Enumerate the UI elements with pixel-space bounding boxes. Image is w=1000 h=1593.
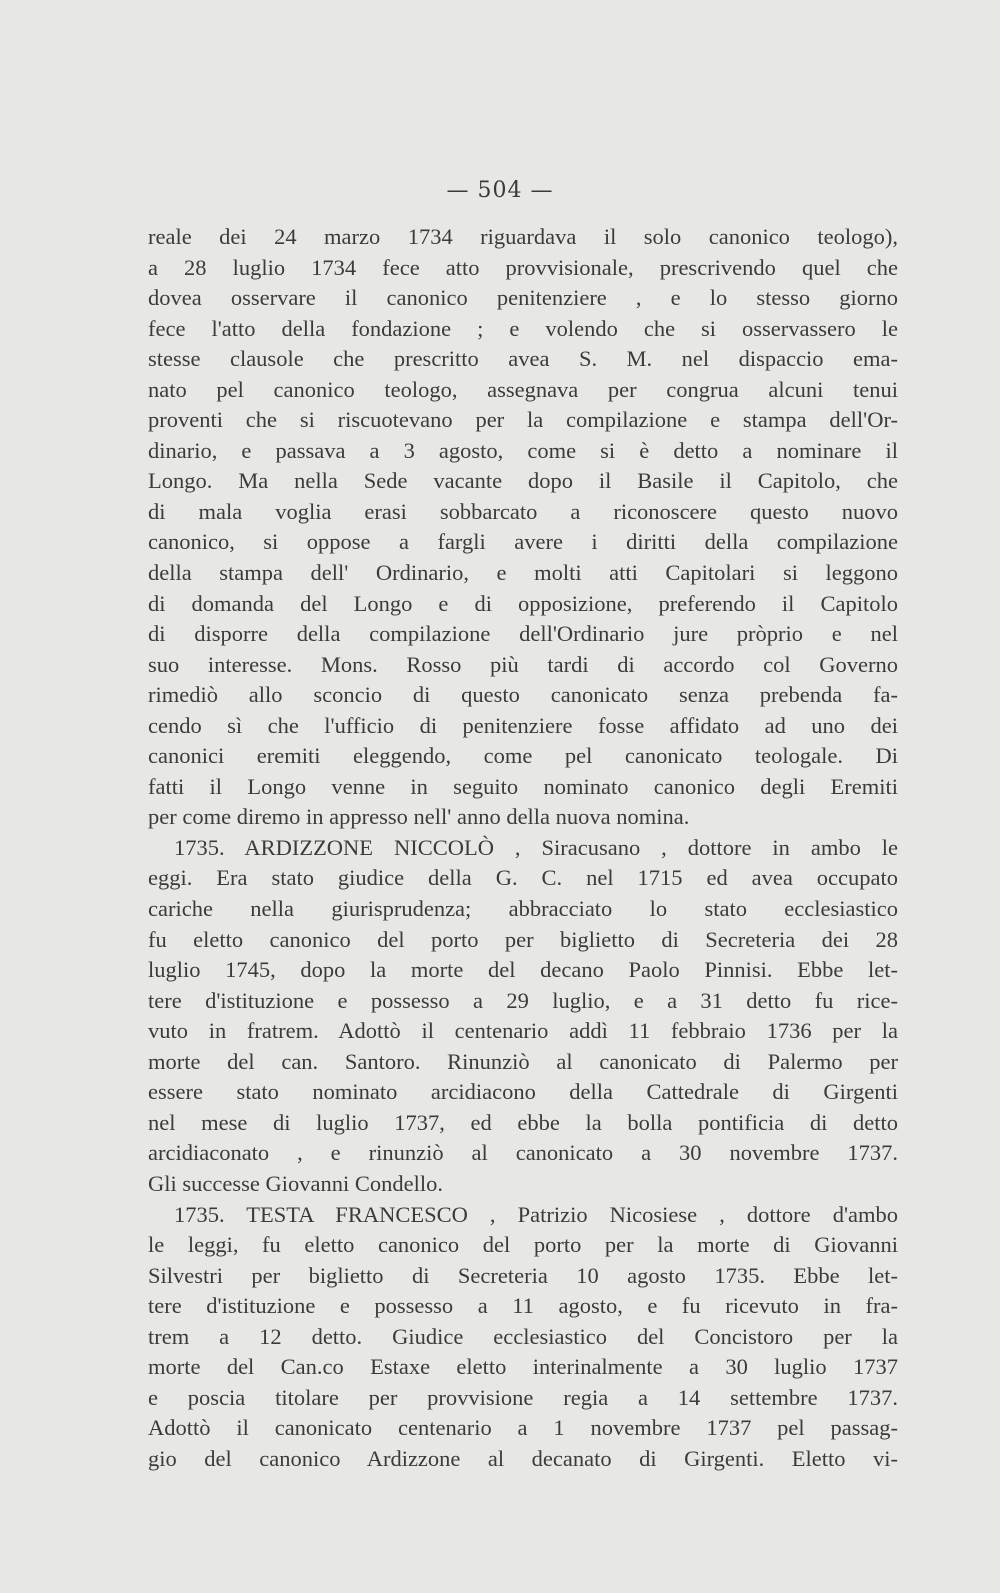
text-line: le leggi, fu eletto canonico del porto per la morte di Giovanni (148, 1232, 898, 1258)
text-line: rimediò allo sconcio di questo canonicato senza prebenda fa- (148, 682, 898, 708)
text-line: arcidiaconato , e rinunziò al canonicato a 30 novembre 1737. (148, 1140, 898, 1166)
text-line: fece l'atto della fondazione ; e volendo che si osservassero le (148, 315, 898, 341)
text-line: di disporre della compilazione dell'Ordinario jure pròprio e nel (148, 621, 898, 647)
text-line: luglio 1745, dopo la morte del decano Paolo Pinnisi. Ebbe let- (148, 957, 898, 983)
text-line: canonico, si oppose a fargli avere i diritti della compilazione (148, 529, 898, 555)
text-line: trem a 12 detto. Giudice ecclesiastico del Concistoro per la (148, 1323, 898, 1349)
text-line: reale dei 24 marzo 1734 riguardava il solo canonico teologo), (148, 224, 898, 249)
text-line: per come diremo in appresso nell' anno della nuova nomina. (148, 804, 690, 830)
text-line: 1735. ARDIZZONE NICCOLÒ , Siracusano , dottore in ambo le (174, 834, 898, 860)
text-line: eggi. Era stato giudice della G. C. nel 1715 ed avea occupato (148, 865, 898, 891)
text-line: nato pel canonico teologo, assegnava per congrua alcuni tenui (148, 376, 898, 402)
text-line: fu eletto canonico del porto per biglietto di Secreteria dei 28 (148, 926, 898, 952)
text-line: cariche nella giurisprudenza; abbracciato lo stato ecclesiastico (148, 896, 898, 922)
text-line: suo interesse. Mons. Rosso più tardi di accordo col Governo (148, 651, 898, 677)
text-line: proventi che si riscuotevano per la compilazione e stampa dell'Or- (148, 407, 898, 433)
text-line: della stampa dell' Ordinario, e molti atti Capitolari si leggono (148, 560, 898, 586)
text-line: Silvestri per biglietto di Secreteria 10 agosto 1735. Ebbe let- (148, 1262, 898, 1288)
text-line: gio del canonico Ardizzone al decanato di Girgenti. Eletto vi- (148, 1445, 898, 1471)
text-line: morte del can. Santoro. Rinunziò al canonicato di Palermo per (148, 1048, 898, 1074)
text-line: fatti il Longo venne in seguito nominato canonico degli Eremiti (148, 773, 898, 799)
text-line: nel mese di luglio 1737, ed ebbe la bolla pontificia di detto (148, 1109, 898, 1135)
text-line: essere stato nominato arcidiacono della Cattedrale di Girgenti (148, 1079, 898, 1105)
text-line: tere d'istituzione e possesso a 29 luglio, e a 31 detto fu rice- (148, 987, 898, 1013)
text-line: 1735. TESTA FRANCESCO , Patrizio Nicosiese , dottore d'ambo (174, 1201, 898, 1227)
page-number: — 504 — (446, 178, 554, 203)
text-line: morte del Can.co Estaxe eletto interinalmente a 30 luglio 1737 (148, 1354, 898, 1380)
body-text (148, 222, 898, 1474)
text-line: di domanda del Longo e di opposizione, preferendo il Capitolo (148, 590, 898, 616)
text-line: Gli successe Giovanni Condello. (148, 1170, 443, 1196)
text-line: a 28 luglio 1734 fece atto provvisionale, prescrivendo quel che (148, 254, 898, 280)
text-line: e poscia titolare per provvisione regia a 14 settembre 1737. (148, 1384, 898, 1410)
text-line: vuto in fratrem. Adottò il centenario addì 11 febbraio 1736 per la (148, 1018, 898, 1044)
text-line: Adottò il canonicato centenario a 1 novembre 1737 pel passag- (148, 1415, 898, 1441)
text-line: canonici eremiti eleggendo, come pel canonicato teologale. Di (148, 743, 898, 769)
text-line: tere d'istituzione e possesso a 11 agosto, e fu ricevuto in fra- (148, 1293, 898, 1319)
text-line: dinario, e passava a 3 agosto, come si è detto a nominare il (148, 437, 898, 463)
text-line: dovea osservare il canonico penitenziere , e lo stesso giorno (148, 285, 898, 311)
text-line: cendo sì che l'ufficio di penitenziere fosse affidato ad uno dei (148, 712, 898, 738)
text-line: Longo. Ma nella Sede vacante dopo il Basile il Capitolo, che (148, 468, 898, 494)
text-line: di mala voglia erasi sobbarcato a riconoscere questo nuovo (148, 498, 898, 524)
text-line: stesse clausole che prescritto avea S. M. nel dispaccio ema- (148, 346, 898, 372)
